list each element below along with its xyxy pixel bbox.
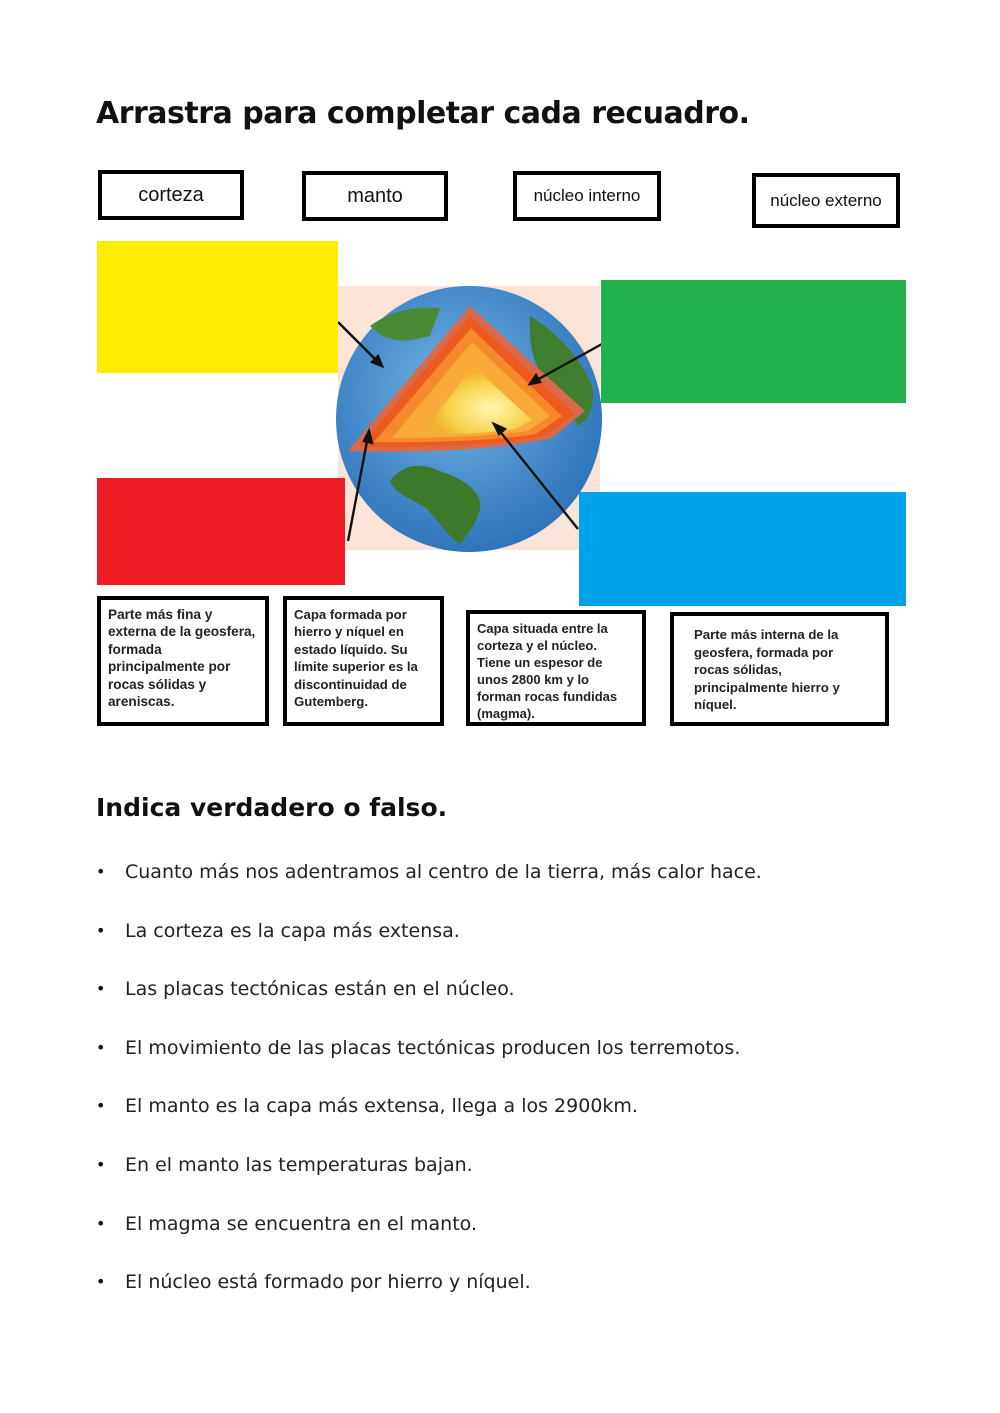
- word-manto[interactable]: manto: [302, 171, 448, 221]
- word-corteza[interactable]: corteza: [98, 170, 244, 220]
- true-false-list: [96, 850, 956, 1319]
- description-corteza: Parte más fina y externa de la geosfera, formada principalmente por rocas sólidas y areniscas.: [97, 596, 269, 726]
- statement-item[interactable]: • Cuanto más nos adentramos al centro de la tierra, más calor hace.: [96, 861, 762, 883]
- word-nucleo-externo[interactable]: núcleo externo: [752, 173, 900, 228]
- description-nucleo-externo: Capa formada por hierro y níquel en estado líquido. Su límite superior es la discontinuidad de Gutemberg.: [283, 596, 444, 726]
- statement-item[interactable]: • El manto es la capa más extensa, llega a los 2900km.: [96, 1095, 638, 1118]
- earth-layers-diagram: [330, 286, 610, 556]
- drop-zone-yellow[interactable]: [97, 241, 338, 373]
- statement-item[interactable]: • La corteza es la capa más extensa.: [96, 919, 460, 942]
- statement-item[interactable]: • El núcleo está formado por hierro y níquel.: [96, 1271, 531, 1294]
- description-nucleo-interno: Parte más interna de la geosfera, formada por rocas sólidas, principalmente hierro y níquel.: [670, 612, 889, 726]
- section-title: Indica verdadero o falso.: [96, 793, 448, 822]
- word-nucleo-interno[interactable]: núcleo interno: [513, 171, 661, 221]
- statement-item[interactable]: • En el manto las temperaturas bajan.: [96, 1153, 473, 1176]
- drop-zone-green[interactable]: [601, 280, 906, 403]
- drop-zone-red[interactable]: [97, 478, 345, 585]
- drop-zone-blue[interactable]: [579, 492, 906, 606]
- statement-item[interactable]: • El magma se encuentra en el manto.: [96, 1212, 478, 1235]
- description-manto: Capa situada entre la corteza y el núcleo. Tiene un espesor de unos 2800 km y lo forman rocas fundidas (magma).: [466, 610, 646, 726]
- statement-item[interactable]: • Las placas tectónicas están en el núcleo.: [96, 978, 515, 1001]
- statement-item[interactable]: • El movimiento de las placas tectónicas producen los terremotos.: [96, 1036, 741, 1059]
- page-title: Arrastra para completar cada recuadro.: [96, 96, 750, 131]
